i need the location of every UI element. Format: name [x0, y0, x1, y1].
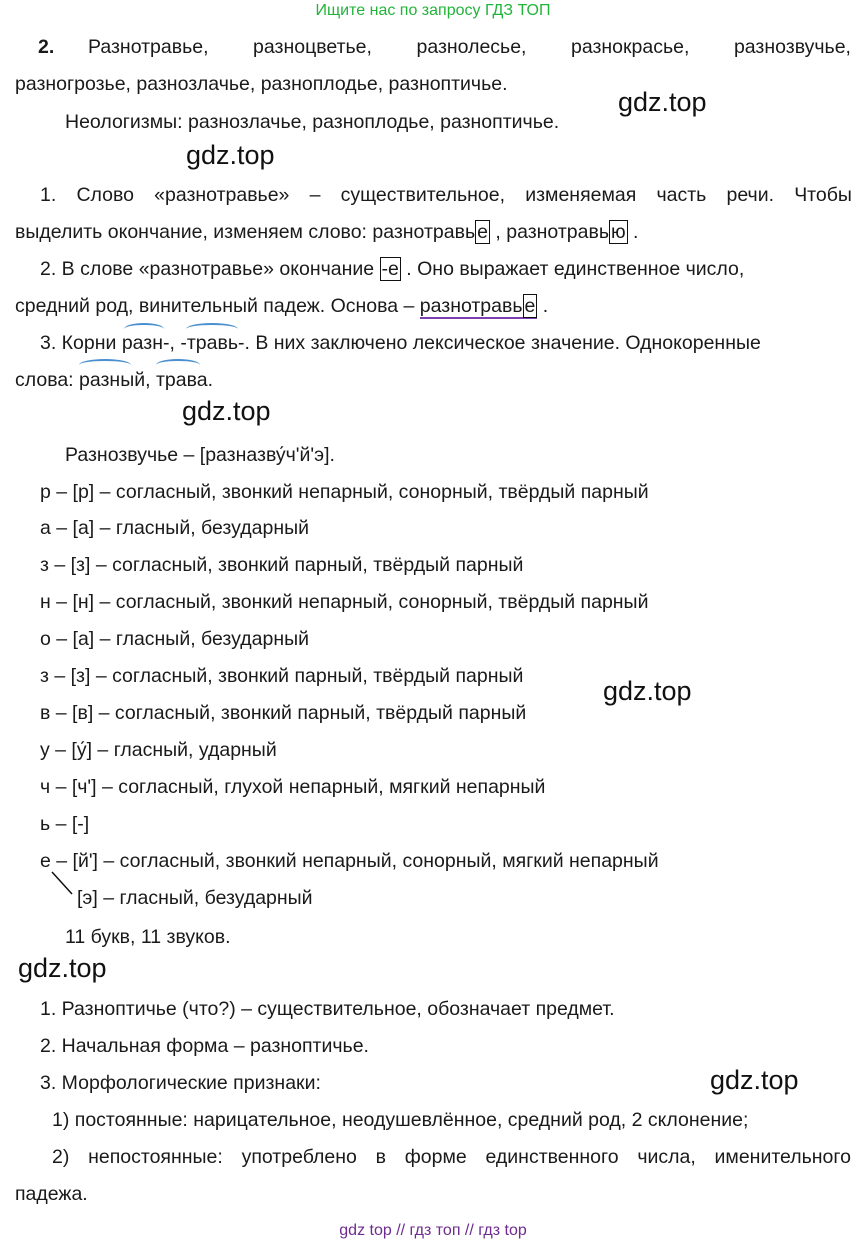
- phonetic-summary: 11 букв, 11 звуков.: [65, 926, 231, 948]
- word: числа,: [637, 1146, 696, 1168]
- watermark: gdz.top: [710, 1065, 799, 1095]
- sound-row: ч – [ч'] – согласный, глухой непарный, мягкий непарный: [40, 776, 546, 798]
- morph-text: .: [537, 295, 549, 317]
- watermark: gdz.top: [186, 140, 275, 170]
- morph-text: .: [627, 221, 639, 243]
- word: разнокрасье,: [571, 36, 690, 58]
- related-word-text: трава: [155, 369, 208, 391]
- morph-p3-line1: [40, 331, 761, 355]
- morph-text: слова:: [15, 369, 80, 391]
- sound-row: з – [з] – согласный, звонкий парный, твёрдый парный: [40, 554, 524, 576]
- morph-text: 2. В слове «разнотравье» окончание: [40, 258, 380, 280]
- morph-text: .: [207, 369, 213, 391]
- footer-links[interactable]: gdz top // гдз топ // гдз top: [339, 1222, 527, 1239]
- watermark: gdz.top: [618, 87, 707, 117]
- morph-text: ,: [169, 332, 181, 354]
- ending-box: е: [477, 221, 488, 243]
- sound-row: у – [у́] – гласный, ударный: [40, 739, 277, 761]
- word: 2): [52, 1146, 70, 1168]
- watermark: gdz.top: [182, 396, 271, 426]
- word: Разнотравье,: [88, 36, 209, 58]
- related-word-1: [79, 368, 145, 392]
- sound-branch-line: [48, 868, 78, 898]
- root-1: [122, 331, 170, 355]
- sound-row-extra: [э] – гласный, безударный: [77, 887, 313, 909]
- stem-text: разнотравь: [419, 295, 523, 317]
- word: –: [309, 184, 321, 206]
- morphological-line-2: 2. Начальная форма – разноптичье.: [40, 1035, 369, 1057]
- morphological-line-1: 1. Разноптичье (что?) – существительное, обозначает предмет.: [40, 998, 615, 1020]
- word: разнозвучье,: [733, 36, 851, 58]
- morph-text: . Оно выражает единственное число,: [400, 258, 745, 280]
- word: 1.: [40, 184, 57, 206]
- related-word-2: [156, 368, 208, 392]
- morph-text: средний род, винительный падеж. Основа –: [15, 295, 420, 317]
- morphological-line-5: [52, 1145, 851, 1169]
- morph-text: ,: [145, 369, 156, 391]
- sound-row: н – [н] – согласный, звонкий непарный, сонорный, твёрдый парный: [40, 591, 649, 613]
- morph-text: выделить окончание, изменяем слово: разнотравь: [15, 221, 476, 243]
- word: существительное,: [340, 184, 506, 206]
- morph-p1-line1: [40, 183, 852, 207]
- transcription: Разнозвучье – [разназву́ч'й'э].: [65, 444, 335, 466]
- word: разноцветье,: [253, 36, 372, 58]
- root-arc: [186, 323, 238, 335]
- word: речи.: [726, 184, 775, 206]
- words-line-2: разногрозье, разнозлачье, разноплодье, разноптичье.: [15, 73, 508, 95]
- root-text: -травь-: [180, 332, 245, 354]
- root-arc: [124, 323, 164, 335]
- sound-row: р – [р] – согласный, звонкий непарный, сонорный, твёрдый парный: [40, 481, 649, 503]
- root-arc: [156, 359, 200, 371]
- word: форме: [404, 1146, 467, 1168]
- words-line-1: [88, 35, 851, 59]
- morph-text: 3. Корни: [40, 332, 122, 354]
- sound-row: в – [в] – согласный, звонкий парный, твёрдый парный: [40, 702, 527, 724]
- morphological-line-4: 1) постоянные: нарицательное, неодушевлённое, средний род, 2 склонение;: [52, 1109, 749, 1131]
- top-banner[interactable]: Ищите нас по запросу ГДЗ ТОП: [315, 2, 551, 19]
- neologisms: Неологизмы: разнозлачье, разноплодье, разноптичье.: [65, 111, 560, 133]
- word: единственного: [485, 1146, 619, 1168]
- morph-p2-line2: [15, 294, 548, 319]
- task-number: 2.: [38, 36, 55, 58]
- watermark: gdz.top: [18, 953, 107, 983]
- sound-row: ь – [-]: [40, 813, 90, 835]
- word: именительного: [714, 1146, 851, 1168]
- ending-box: е: [524, 295, 536, 317]
- morph-p3-line2: [15, 368, 213, 392]
- morph-p1-line2: [15, 220, 638, 244]
- morphological-line-3: 3. Морфологические признаки:: [40, 1072, 321, 1094]
- word: непостоянные:: [88, 1146, 223, 1168]
- word: Чтобы: [794, 184, 852, 206]
- morph-text: . В них заключено лексическое значение. Однокоренные: [244, 332, 761, 354]
- morph-p2-line1: [40, 257, 744, 281]
- word: изменяемая: [525, 184, 637, 206]
- sound-row: а – [а] – гласный, безударный: [40, 517, 309, 539]
- word: часть: [656, 184, 707, 206]
- watermark: gdz.top: [603, 676, 692, 706]
- word: разнолесье,: [416, 36, 527, 58]
- root-text: разн-: [121, 332, 170, 354]
- word: «разнотравье»: [154, 184, 290, 206]
- stem-underline: [420, 295, 538, 319]
- word: Слово: [76, 184, 134, 206]
- root-arc: [79, 359, 131, 371]
- root-2: [180, 331, 244, 355]
- ending-box: -е: [381, 258, 399, 280]
- word: в: [375, 1146, 386, 1168]
- word: употреблено: [241, 1146, 357, 1168]
- sound-row: з – [з] – согласный, звонкий парный, твёрдый парный: [40, 665, 524, 687]
- sound-row: о – [а] – гласный, безударный: [40, 628, 309, 650]
- related-word-text: разный: [79, 369, 146, 391]
- morph-text: , разнотравь: [489, 221, 609, 243]
- morphological-line-6: падежа.: [15, 1183, 88, 1205]
- sound-row: е – [й'] – согласный, звонкий непарный, сонорный, мягкий непарный: [40, 850, 659, 872]
- ending-box: ю: [610, 221, 626, 243]
